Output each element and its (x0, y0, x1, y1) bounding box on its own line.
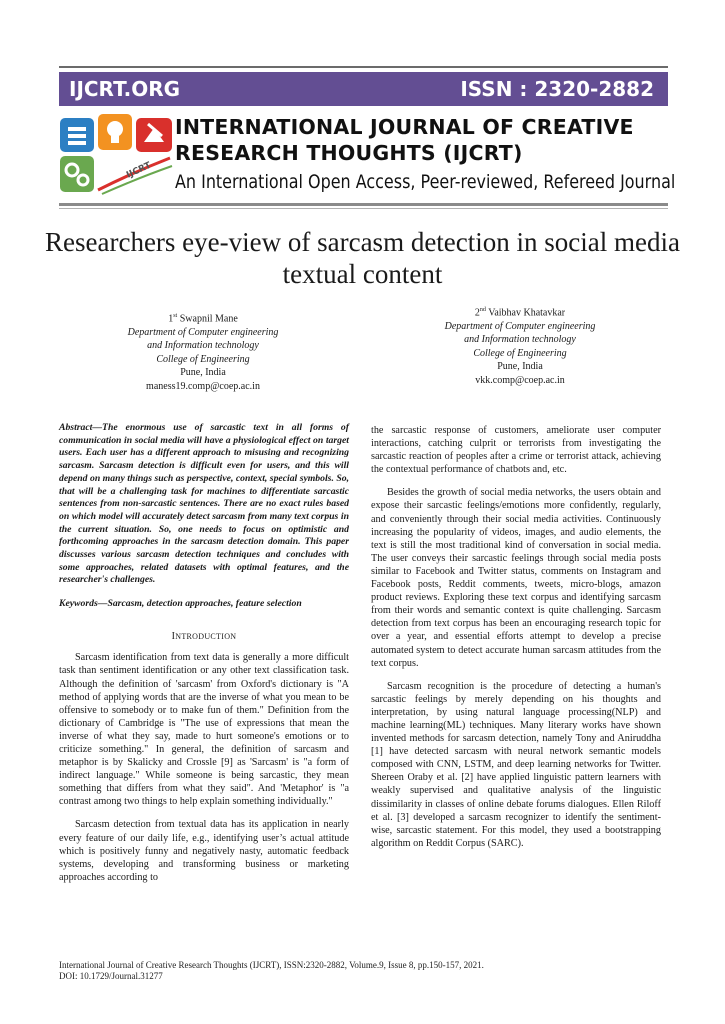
logo-text: IJCRT (125, 160, 153, 181)
page-footer (59, 960, 679, 982)
author-2 (380, 304, 660, 387)
keywords: Keywords—Sarcasm, detection approaches, feature selection (59, 598, 302, 610)
author-1-dept2: and Information technology (147, 340, 259, 352)
author-2-dept2: and Information technology (464, 334, 576, 346)
body-paragraph-4: Besides the growth of social media networks, the users obtain and expose their sarcastic feelings/emotions more confidently, regularly, and conveniently through their social media activities. Continuously increasing the popularity of videos, images, and audio elements, the text is still the most traditional kind of conversation in social media. The user conveys their sarcastic feelings through social media posts similar to Facebook and Twitter status, comments on Instagram and Facebook posts, Reddit comments, tweets, micro-blogs, amazon product reviews. Exploring these text corpus and identifying sarcasm from their words and semantic context is quite challenging. Sarcasm detection from text corpus has been an encouraging research topic for over a year, and essential efforts attempt to develop a precise automated system to detect accurate human sarcasm attitudes from the text corpus. (371, 487, 661, 669)
footer-citation: International Journal of Creative Research Thoughts (IJCRT), ISSN:2320-2882, Volume.9, Issue 8, pp.150-157, 2021. (59, 960, 484, 970)
author-1-email[interactable]: maness19.comp@coep.ac.in (146, 380, 260, 392)
body-paragraph-3: the sarcastic response of customers, ameliorate user computer interactions, catching culprit or terrorists from investigating the sarcastic reaction of peoples after a crime or terrorist attack, achieving the contextual performance of chatbots and, etc. (371, 425, 661, 476)
journal-subtitle: An International Open Access, Peer-reviewed, Refereed Journal (175, 171, 676, 193)
journal-banner (59, 72, 668, 106)
journal-title-line2: RESEARCH THOUGHTS (IJCRT) (175, 141, 523, 165)
body-paragraph-1: Sarcasm identification from text data is generally a more difficult task than sentiment identification or any other text classification task. Although the definition of 'sarcasm' from Oxford's dictionary is "A method of applying words that are the inverse of what you mean to be offensive to somebody or to make fun of them." Definition from the dictionary of Cambridge is "The use of expressions that mean the inverse of what they say, made to hurt someone's emotions or to criticize something." In general, the definition of sarcasm and metaphor is by Skalicky and Crossle [9] as 'Sarcasm' is "a form of indirect language." While someone is being sarcastic, they mean something that differs from what they said". And 'Metaphor' is "a contrast among two things to help explain something individually." (59, 652, 349, 808)
author-2-name: 2nd Vaibhav Khatavkar (474, 307, 566, 319)
author-2-dept1: Department of Computer engineering (444, 320, 596, 332)
site-name[interactable]: IJCRT.ORG (69, 77, 181, 101)
author-2-college: College of Engineering (473, 347, 567, 359)
header-rule-thin (59, 208, 668, 209)
top-rule (59, 66, 668, 68)
section-heading-introduction: INTRODUCTION (171, 631, 237, 643)
journal-title (175, 114, 670, 166)
body-paragraph-5: Sarcasm recognition is the procedure of detecting a human's sarcastic feelings by merely depending on his thoughts and interpretation, by using natural language processing(NLP) and machine learning(ML) techniques. Many literary works have shown invented methods for sarcasm detection, namely Tony and Aniruddha [1] have detected sarcasm with neural network semantic models composed with CNN, LSTM, and deep learning networks for Twitter. Shereen Oraby et al. [2] have applied linguistic pattern learners with weakly supervised and qualitative analysis of the linguistic dissimilarity in classes of online debate forums dialogues. Ellen Riloff et al. [3] developed a sarcasm recognizer to identify the sentiment-wise, sarcastic statement. For this model, they used a bootstrapping algorithm on Reddit Corpus (SARC). (371, 680, 661, 849)
body-paragraph-2: Sarcasm detection from textual data has its application in nearly every feature of our daily life, e.g., identifying user’s actual attitude which is positively funny and negatively nasty, automatic feedback systems, developing and transforming business or marketing approaches according to (59, 819, 349, 883)
author-2-email[interactable]: vkk.comp@coep.ac.in (475, 374, 565, 386)
journal-title-line1: INTERNATIONAL JOURNAL OF CREATIVE (175, 115, 634, 139)
issn-label: ISSN : 2320-2882 (460, 77, 654, 101)
author-1 (63, 310, 343, 393)
author-1-college: College of Engineering (156, 353, 250, 365)
author-1-name: 1st Swapnil Mane (168, 313, 238, 325)
ijcrt-logo (58, 112, 176, 196)
left-column (59, 422, 349, 894)
author-2-city: Pune, India (497, 361, 543, 373)
header-rule-thick (59, 203, 668, 206)
abstract: Abstract—The enormous use of sarcastic text in all forms of communication in social media will have a physiological effect on target users. Each user has a different approach to misusing and recognizing sarcasm. Sarcasm detection is difficult even for users, and this will depend on many things such as perspective, context, special symbols. So, that will be a challenging task for machines to differentiate sarcastic sentences from non-sarcastic sentences. There are no exact rules based on which model will accurately detect sarcasm from many text corpus in the current situation. So, one needs to focus on optimistic and forthcoming approaches in the sarcasm detection domain. This paper discusses various sarcasm detection techniques and concludes with some approaches, related datasets with optimal features, and the researcher's challenges. (59, 422, 349, 586)
author-1-dept1: Department of Computer engineering (127, 326, 279, 338)
author-1-city: Pune, India (180, 367, 226, 379)
right-column (371, 424, 661, 860)
paper-title: Researchers eye-view of sarcasm detection in social media textual content (45, 227, 680, 289)
footer-doi[interactable]: DOI: 10.1729/Journal.31277 (59, 971, 163, 981)
